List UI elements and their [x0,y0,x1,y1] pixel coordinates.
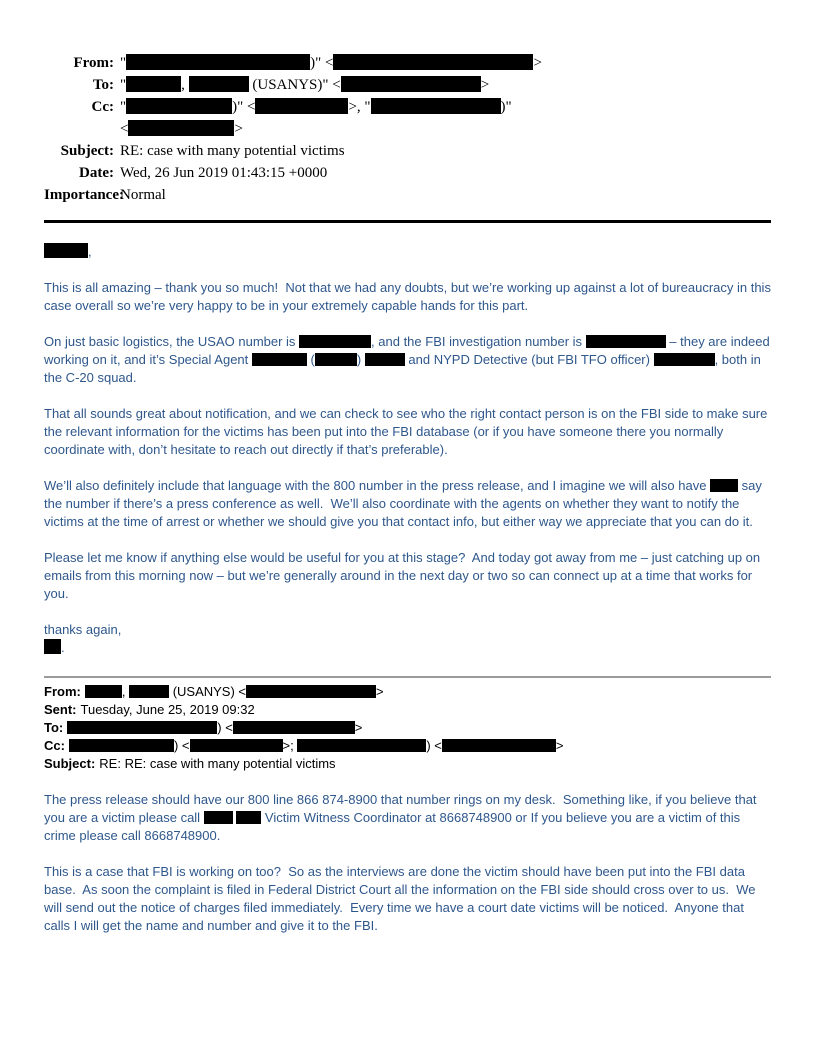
date-value: Wed, 26 Jun 2019 01:43:15 +0000 [120,165,328,181]
quoted-to-value: ) < > [67,720,362,735]
quoted-from-value: , (USANYS) < > [85,684,384,699]
quoted-field-sent [44,701,771,719]
body-paragraph-3: That all sounds great about notification, and we can check to see who the right contact person is on the FBI side to make sure the relevant information for the victims has been put into the FBI database (or if you have someone there you normally coordinate with, don’t hesitate to reach out directly if that’s preferable). [44,406,771,457]
reply-body [44,243,775,657]
header-field-to [44,74,771,96]
redaction-box [44,243,88,258]
to-label: To: [92,77,114,93]
redaction-box [299,335,371,348]
header-field-subject [44,140,771,162]
quoted-paragraph-2: This is a case that FBI is working on too? So as the interviews are done the victim should have been put into the FBI data base. As soon the complaint is filed in Federal District Court all the information on the FBI side should cross over to us. We will send out the notice of charges filed immediately. Every time we have a court date victims will be noticed. Anyone that calls I will get the name and number and give it to the FBI. [44,864,760,933]
redaction-box [333,54,533,70]
redaction-box [586,335,666,348]
quoted-subject-value: RE: RE: case with many potential victims [99,756,336,771]
body-paragraph-5: Please let me know if anything else would be useful for you at this stage? And today got away from me – just catching up on emails from this morning now – but we’re generally around in the next day or two so can connect up at a time that works for you. [44,550,764,601]
quoted-message-separator-rule [44,676,771,678]
header-separator-rule [44,220,771,223]
body-paragraph-1: This is all amazing – thank you so much! Not that we had any doubts, but we’re working up against a lot of bureaucracy in this case overall so we’re very happy to be in your extremely capable hands for this part. [44,280,775,313]
quoted-to-label: To: [44,720,64,735]
redaction-box [67,721,217,734]
redaction-box [297,739,426,752]
closing-signature: thanks again, . [44,622,122,655]
redaction-box [189,76,249,92]
quoted-field-cc [44,737,771,755]
redaction-box [710,479,738,492]
quoted-cc-label: Cc: [44,738,65,753]
redaction-box [315,353,357,366]
redaction-box [236,811,261,824]
header-field-importance [44,184,771,206]
redaction-box [128,120,234,136]
redaction-box [442,739,556,752]
redaction-box [365,353,405,366]
body-paragraph-2: On just basic logistics, the USAO number is , and the FBI investigation number is – they are indeed working on it, and it’s Special Agent ( ) and NYPD Detective (but FBI TFO officer) , both in the C-20 squad. [44,334,774,385]
header-field-date [44,162,771,184]
redaction-box [252,353,307,366]
cc-value: " )" < >, " )" < > [120,99,512,137]
redaction-box [371,98,501,114]
quoted-paragraph-1: The press release should have our 800 line 866 874-8900 that number rings on my desk. Something like, if you believe that you are a victim please call Victim Witness Coordinator at 8668748900 or If you believe you are a victim of this crime please call 8668748900. [44,792,761,843]
redaction-box [129,685,169,698]
redaction-box [246,685,376,698]
quoted-sent-value: Tuesday, June 25, 2019 09:32 [80,702,255,717]
redaction-box [126,98,232,114]
quoted-cc-value: ) < >; ) < > [69,738,564,753]
quoted-header [44,683,771,773]
quoted-sent-label: Sent: [44,702,77,717]
redaction-box [44,639,61,654]
quoted-field-subject [44,755,771,773]
from-value: " )" < > [120,55,542,71]
quoted-field-to [44,719,771,737]
from-label: From: [73,55,114,71]
quoted-body [44,791,771,935]
importance-value: Normal [120,187,166,203]
greeting-line: , [44,243,771,261]
redaction-box [255,98,348,114]
to-value: " , (USANYS)" < > [120,77,490,93]
quoted-from-label: From: [44,684,81,699]
subject-label: Subject: [60,143,114,159]
redaction-box [69,739,174,752]
redaction-box [85,685,122,698]
header-field-cc [44,96,771,140]
subject-value: RE: case with many potential victims [120,143,345,159]
cc-label: Cc: [91,99,114,115]
redaction-box [654,353,715,366]
redaction-box [126,54,310,70]
email-header [44,52,771,206]
body-paragraph-4: We’ll also definitely include that language with the 800 number in the press release, and I imagine we will also have say the number if there’s a press conference as well. We’ll also coordinate with the agents on whether they want to notify the victims at the time of arrest or whether we should give you that contact info, but either way we appreciate that you can do it. [44,478,766,529]
header-field-from [44,52,771,74]
importance-label: Importance: [44,187,124,203]
redaction-box [126,76,181,92]
date-label: Date: [79,165,114,181]
redaction-box [204,811,233,824]
redaction-box [233,721,355,734]
quoted-field-from [44,683,771,701]
quoted-subject-label: Subject: [44,756,96,771]
redaction-box [190,739,283,752]
redaction-box [341,76,481,92]
